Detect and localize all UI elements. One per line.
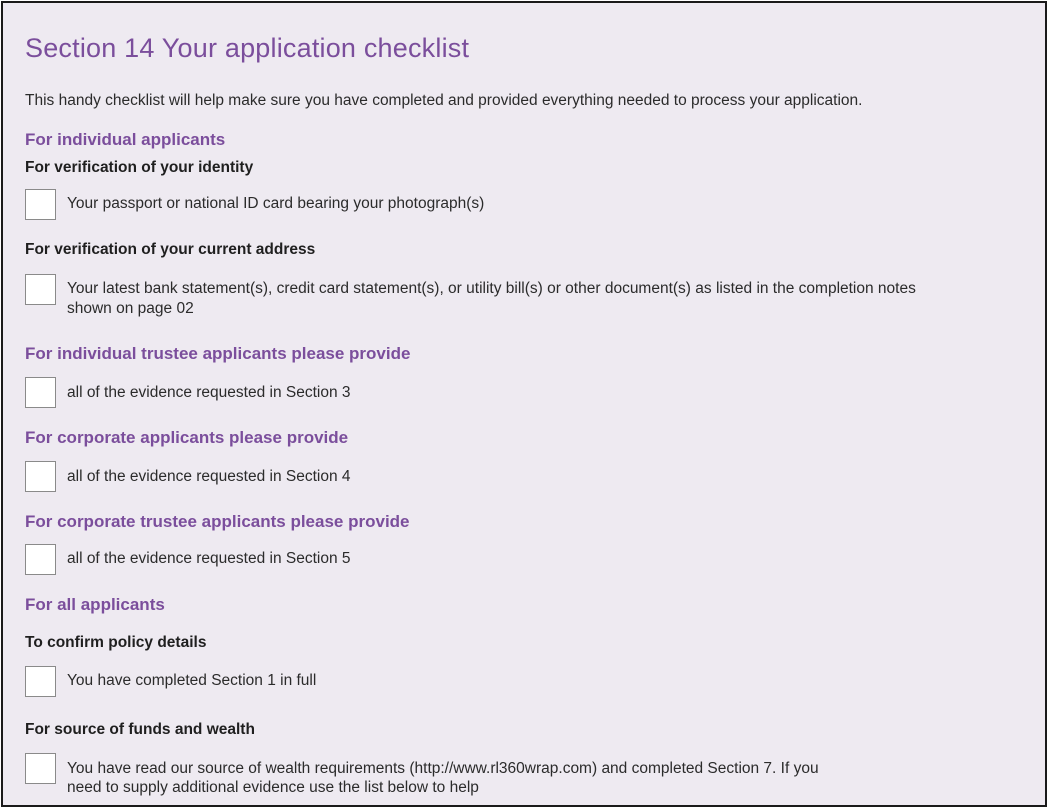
source-of-funds-item-line1: You have read our source of wealth requirements (http://www.rl360wrap.com) and completed Section 7. If you (67, 760, 819, 777)
section-title: Section 14 Your application checklist (25, 33, 470, 63)
source-of-funds-heading: For source of funds and wealth (25, 721, 255, 738)
checklist-page (1, 1, 1047, 807)
address-item-line2: shown on page 02 (67, 300, 194, 317)
address-verification-heading: For verification of your current address (25, 241, 316, 258)
individual-trustee-checkbox[interactable] (25, 377, 56, 408)
source-of-funds-item-line2: need to supply additional evidence use the list below to help (67, 779, 479, 796)
policy-checkbox[interactable] (25, 666, 56, 697)
source-of-funds-checkbox[interactable] (25, 753, 56, 784)
identity-verification-heading: For verification of your identity (25, 159, 254, 176)
address-checkbox[interactable] (25, 274, 56, 305)
individual-applicants-heading: For individual applicants (25, 130, 226, 149)
corporate-trustee-item-label: all of the evidence requested in Section 5 (67, 550, 351, 567)
identity-item-label: Your passport or national ID card bearing your photograph(s) (67, 195, 485, 212)
identity-checkbox[interactable] (25, 189, 56, 220)
policy-item-label: You have completed Section 1 in full (67, 672, 317, 689)
intro-text: This handy checklist will help make sure you have completed and provided everything needed to process your application. (25, 92, 863, 109)
individual-trustee-item-label: all of the evidence requested in Section 3 (67, 384, 351, 401)
corporate-trustee-checkbox[interactable] (25, 544, 56, 575)
corporate-checkbox[interactable] (25, 461, 56, 492)
policy-details-heading: To confirm policy details (25, 634, 207, 651)
corporate-applicants-heading: For corporate applicants please provide (25, 428, 349, 447)
corporate-trustee-heading: For corporate trustee applicants please provide (25, 512, 410, 531)
address-item-line1: Your latest bank statement(s), credit card statement(s), or utility bill(s) or other document(s) as listed in the completion notes (67, 280, 916, 297)
individual-trustee-heading: For individual trustee applicants please provide (25, 344, 411, 363)
corporate-item-label: all of the evidence requested in Section 4 (67, 468, 351, 485)
all-applicants-heading: For all applicants (25, 595, 165, 614)
